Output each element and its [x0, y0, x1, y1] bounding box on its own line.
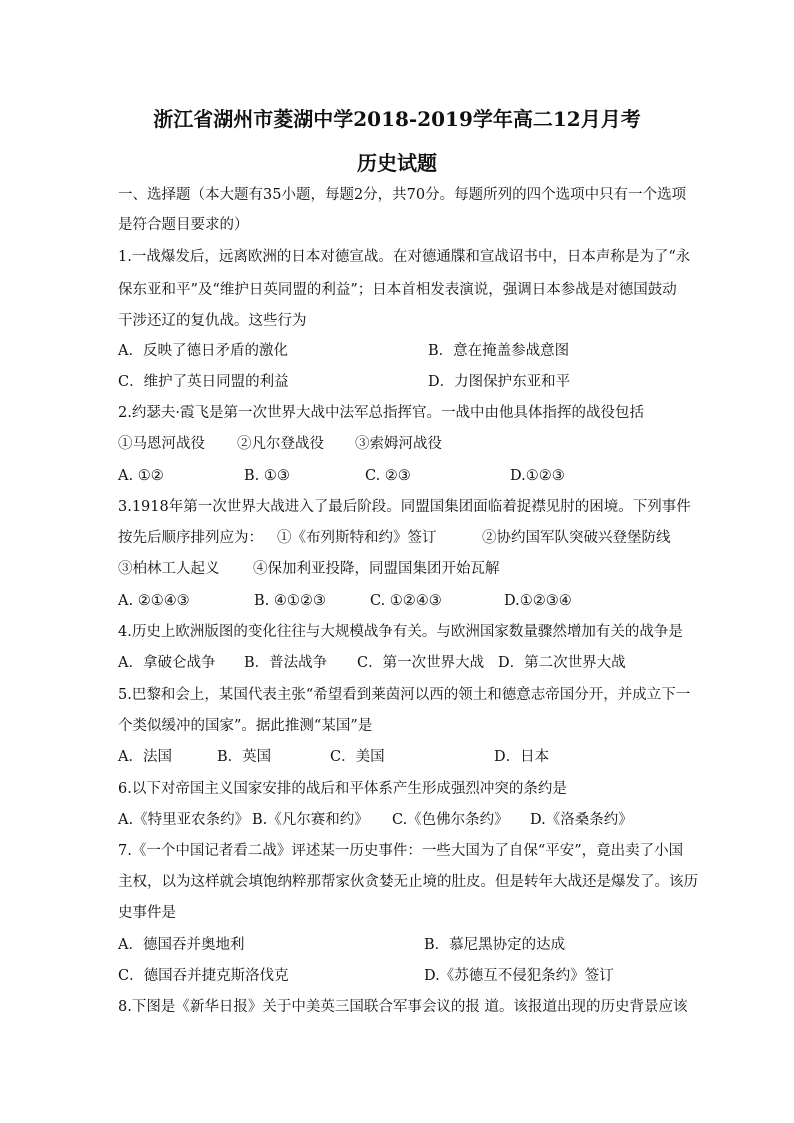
q4-option-b: B．普法战争 [244, 655, 328, 671]
q5-stem-line-2: 个类似缓冲的国家”。据此推测“某国”是 [118, 718, 373, 734]
q5-stem-line-1: 5.巴黎和会上，某国代表主张“希望看到莱茵河以西的领土和德意志帝国分开，并成立下一 [118, 687, 691, 703]
q2-option-a: A. ①② [118, 468, 164, 484]
q3-item-4: ④保加利亚投降，同盟国集团开始瓦解 [253, 561, 500, 577]
q2-item-2: ②凡尔登战役 [237, 436, 324, 452]
q5-option-c: C．美国 [330, 749, 385, 765]
q3-item-1: ①《布列斯特和约》签订 [277, 530, 437, 546]
q1-option-c: C．维护了英日同盟的利益 [118, 374, 289, 390]
q7-option-a: A．德国吞并奥地利 [118, 937, 245, 953]
q7-option-b: B．慕尼黑协定的达成 [424, 937, 566, 953]
q5-option-a: A．法国 [118, 749, 172, 765]
q2-option-d: D.①②③ [510, 468, 565, 484]
q1-stem-line-2: 保东亚和平”及“维护日英同盟的利益”；日本首相发表演说，强调日本参战是对德国鼓动 [118, 282, 677, 298]
q4-option-d: D．第二次世界大战 [498, 655, 626, 671]
q3-option-c: C. ①②④③ [370, 593, 442, 609]
page-title: 浙江省湖州市菱湖中学2018-2019学年高二12月月考 [153, 107, 641, 131]
q6-option-c: C.《色佛尔条约》 [392, 812, 509, 828]
section-intro-line-2: 是符合题目要求的） [118, 217, 249, 233]
q8-stem-line-1: 8.下图是《新华日报》关于中美英三国联合军事会议的报 道。该报道出现的历史背景应该 [118, 999, 688, 1015]
q2-item-1: ①马恩河战役 [118, 436, 205, 452]
q6-stem: 6.以下对帝国主义国家安排的战后和平体系产生形成强烈冲突的条约是 [118, 781, 567, 797]
q5-option-b: B．英国 [217, 749, 272, 765]
section-intro-line-1: 一、选择题（本大题有35小题，每题2分，共70分。每题所列的四个选项中只有一个选项 [118, 187, 687, 203]
q4-option-c: C．第一次世界大战 [357, 655, 485, 671]
q3-stem-line-2: 按先后顺序排列应为： [118, 530, 263, 546]
q4-option-a: A．拿破仑战争 [118, 655, 216, 671]
q6-option-d: D.《洛桑条约》 [530, 812, 633, 828]
q3-option-b: B. ④①②③ [254, 593, 326, 609]
q2-option-b: B. ①③ [244, 468, 290, 484]
q3-item-3: ③柏林工人起义 [118, 561, 220, 577]
q7-stem-line-1: 7.《一个中国记者看二战》评述某一历史事件：一些大国为了自保“平安”，竟出卖了小国 [118, 843, 684, 859]
q3-option-a: A. ②①④③ [118, 593, 190, 609]
q1-option-d: D．力图保护东亚和平 [428, 374, 571, 390]
q7-stem-line-2: 主权，以为这样就会填饱纳粹那帮家伙贪婪无止境的肚皮。但是转年大战还是爆发了。该历 [118, 874, 698, 890]
q1-stem-line-3: 干涉还辽的复仇战。这些行为 [118, 313, 307, 329]
q3-option-d: D.①②③④ [504, 593, 572, 609]
q2-option-c: C. ②③ [365, 468, 411, 484]
q4-stem: 4.历史上欧洲版图的变化往往与大规模战争有关。与欧洲国家数量骤然增加有关的战争是 [118, 624, 683, 640]
q2-item-3: ③索姆河战役 [355, 436, 442, 452]
q3-item-2: ②协约国军队突破兴登堡防线 [482, 530, 671, 546]
q2-stem: 2.约瑟夫·霞飞是第一次世界大战中法军总指挥官。一战中由他具体指挥的战役包括 [118, 405, 644, 421]
q1-option-a: A．反映了德日矛盾的激化 [118, 343, 288, 359]
q6-option-b: B.《凡尔赛和约》 [252, 812, 369, 828]
q5-option-d: D．日本 [494, 749, 550, 765]
q3-stem-line-1: 3.1918年第一次世界大战进入了最后阶段。同盟国集团面临着捉襟见肘的困境。下列事件 [118, 499, 691, 515]
page-subtitle: 历史试题 [357, 151, 437, 175]
q1-option-b: B．意在掩盖参战意图 [428, 343, 570, 359]
q6-option-a: A.《特里亚农条约》 [118, 812, 250, 828]
q7-option-d: D.《苏德互不侵犯条约》签订 [424, 968, 614, 984]
q7-option-c: C．德国吞并捷克斯洛伐克 [118, 968, 289, 984]
q1-stem-line-1: 1.一战爆发后，远离欧洲的日本对德宣战。在对德通牒和宣战诏书中，日本声称是为了“永 [118, 249, 691, 265]
q7-stem-line-3: 史事件是 [118, 905, 176, 921]
